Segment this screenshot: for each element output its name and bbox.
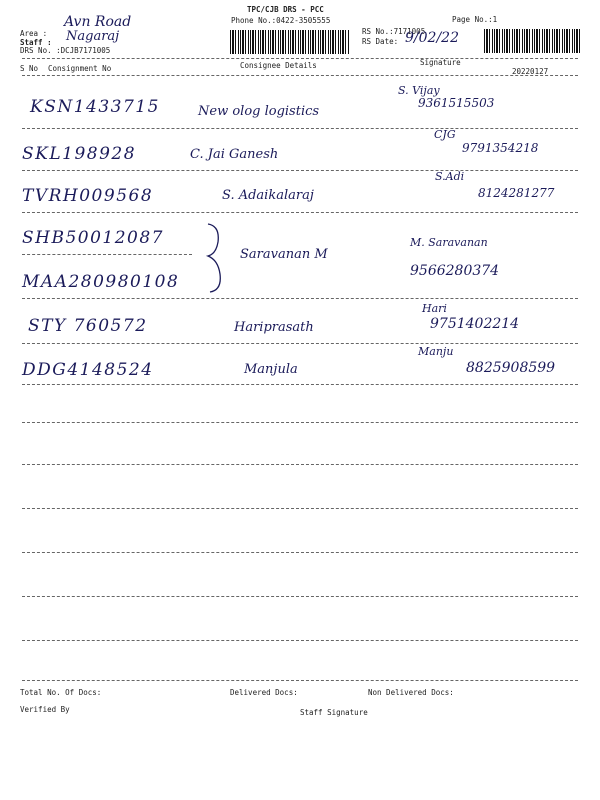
- empty-row-line: [22, 422, 578, 423]
- drs-number: DRS No. :DCJB7171005: [20, 46, 111, 55]
- barcode-right: [484, 29, 582, 53]
- consignment-number: SHB50012087: [22, 228, 164, 248]
- signature: CJG: [434, 128, 456, 141]
- phone-written: 9791354218: [462, 141, 539, 155]
- consignment-number: KSN1433715: [30, 97, 160, 117]
- signature: S. Vijay: [398, 84, 440, 97]
- col-s-no: S No: [20, 64, 39, 73]
- rs-date-value: 9/02/22: [405, 30, 459, 46]
- non-delivered-docs-label: Non Delivered Docs:: [368, 688, 454, 697]
- rs-number: RS No.:7171005: [362, 27, 426, 36]
- staff-value: Nagaraj: [66, 29, 120, 44]
- consignee-name: New olog logistics: [198, 104, 320, 119]
- total-docs-label: Total No. Of Docs:: [20, 688, 102, 697]
- phone-number: Phone No.:0422-3505555: [231, 16, 331, 25]
- consignee-name: Hariprasath: [234, 320, 314, 335]
- consignment-number: SKL198928: [22, 144, 137, 164]
- row-divider: [22, 170, 578, 171]
- empty-row-line: [22, 640, 578, 641]
- col-signature: Signature: [420, 58, 461, 67]
- date-code: 20220127: [512, 67, 549, 76]
- consignment-number: TVRH009568: [22, 186, 154, 206]
- group-brace-icon: [202, 220, 232, 296]
- row-divider: [22, 212, 578, 213]
- signature: Manju: [418, 345, 454, 358]
- page-number: Page No.:1: [452, 15, 498, 24]
- col-consignee-details: Consignee Details: [240, 61, 317, 70]
- staff-label: Staff :: [20, 38, 52, 47]
- header-divider-top: [22, 58, 578, 59]
- header-divider-bottom: [22, 75, 578, 76]
- phone-written: 8825908599: [466, 360, 556, 376]
- consignee-name: Saravanan M: [240, 247, 328, 262]
- area-value: Avn Road: [64, 14, 132, 30]
- delivered-docs-label: Delivered Docs:: [230, 688, 298, 697]
- staff-signature-label: Staff Signature: [300, 708, 368, 717]
- phone-written: 9361515503: [418, 96, 495, 110]
- signature: M. Saravanan: [410, 236, 488, 249]
- verified-by-label: Verified By: [20, 705, 70, 714]
- barcode-left: [230, 30, 350, 54]
- area-label: Area :: [20, 29, 48, 38]
- row-divider: [22, 343, 578, 344]
- phone-written: 9751402214: [430, 316, 520, 332]
- consignment-number: STY 760572: [28, 316, 148, 336]
- row-divider: [22, 254, 192, 255]
- empty-row-line: [22, 680, 578, 681]
- consignee-name: S. Adaikalaraj: [222, 188, 314, 203]
- empty-row-line: [22, 552, 578, 553]
- row-divider: [22, 128, 578, 129]
- document-title: TPC/CJB DRS - PCC: [247, 5, 324, 14]
- col-consignment-no: Consignment No: [48, 64, 112, 73]
- row-divider: [22, 384, 578, 385]
- rs-date-label: RS Date:: [362, 37, 399, 46]
- empty-row-line: [22, 464, 578, 465]
- phone-written: 9566280374: [410, 263, 500, 279]
- empty-row-line: [22, 596, 578, 597]
- signature: Hari: [422, 302, 447, 315]
- row-divider: [22, 298, 578, 299]
- consignment-number: MAA280980108: [22, 272, 180, 292]
- signature: S.Adi: [435, 170, 465, 183]
- consignment-number: DDG4148524: [22, 360, 154, 380]
- empty-row-line: [22, 508, 578, 509]
- phone-written: 8124281277: [478, 186, 555, 200]
- consignee-name: C. Jai Ganesh: [190, 147, 279, 162]
- consignee-name: Manjula: [244, 362, 298, 377]
